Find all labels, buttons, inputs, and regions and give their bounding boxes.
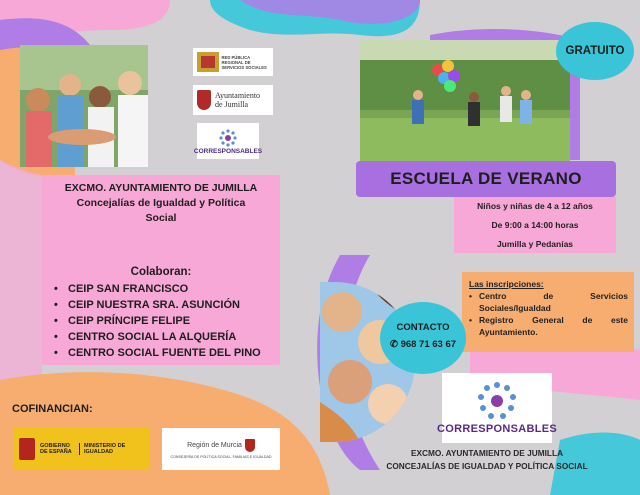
ministerio-text: MINISTERIO DE IGUALDAD	[84, 443, 126, 455]
red-publica-text: RED PÚBLICA REGIONAL DE SERVICIOS SOCIALES	[221, 54, 267, 70]
ayuntamiento-text: Ayuntamiento de Jumilla	[215, 91, 261, 109]
colaboran-item: • CEIP SAN FRANCISCO	[54, 281, 280, 297]
children-huddle-photo	[20, 45, 148, 167]
spain-coat-icon	[19, 438, 35, 460]
consejeria-text: CONSEJERÍA DE POLÍTICA SOCIAL, FAMILIAS E IGUALDAD	[170, 455, 272, 459]
organizer-title-line-3: Social	[145, 212, 177, 224]
gobierno-text: GOBIERNO DE ESPAÑA	[40, 443, 80, 455]
info-line: De 9:00 a 14:00 horas	[491, 220, 579, 230]
phone-icon: ✆	[389, 339, 398, 350]
info-line: Niños y niñas de 4 a 12 años	[477, 201, 593, 211]
escuela-banner	[356, 161, 616, 197]
region-murcia-logo	[162, 428, 280, 470]
organizer-title-line-1: EXCMO. AYUNTAMIENTO DE JUMILLA	[64, 182, 258, 194]
region-murcia-text: Región de Murcia	[187, 442, 242, 449]
contacto-badge	[380, 302, 466, 374]
corresponsables-small-icon	[218, 128, 238, 148]
children-huddle-illustration	[20, 45, 148, 167]
inscripciones-item: • Centro de Servicios Sociales/Igualdad	[469, 290, 628, 314]
gratuito-badge	[556, 22, 634, 80]
organizer-box	[42, 175, 280, 365]
inscripciones-box	[462, 272, 634, 352]
red-publica-icon	[197, 52, 219, 72]
corresponsables-large-icon	[475, 381, 519, 421]
corresponsables-large-text: CORRESPONSABLES	[436, 423, 558, 435]
corresponsables-small-logo	[193, 123, 263, 159]
inscripciones-heading: Las inscripciones:	[469, 279, 544, 289]
running-kids-photo	[360, 40, 570, 162]
region-murcia-row	[187, 439, 255, 452]
colaboran-heading: Colaboran:	[130, 266, 192, 278]
gobierno-ministerio-logo	[13, 428, 149, 470]
inscripciones-list	[469, 290, 628, 338]
gratuito-text: GRATUITO	[565, 45, 625, 57]
organizer-title	[42, 181, 280, 226]
info-line: Jumilla y Pedanías	[496, 239, 574, 249]
footer-text	[344, 447, 630, 473]
colaboran-item: • CEIP NUESTRA SRA. ASUNCIÓN	[54, 297, 280, 313]
ayuntamiento-logo	[193, 85, 273, 115]
contacto-phone-row	[380, 339, 466, 350]
red-publica-logo	[193, 48, 273, 76]
contacto-phone: 968 71 63 67	[400, 339, 457, 350]
cofinancian-heading: COFINANCIAN:	[12, 403, 93, 415]
corresponsables-small-text: CORRESPONSABLES	[193, 147, 263, 155]
footer-line-1: EXCMO. AYUNTAMIENTO DE JUMILLA	[410, 448, 564, 458]
running-kids-illustration	[360, 40, 570, 162]
contacto-title: CONTACTO	[396, 322, 450, 333]
murcia-shield-icon	[245, 439, 255, 452]
footer-line-2: CONCEJALÍAS DE IGUALDAD Y POLÍTICA SOCIAL	[386, 461, 588, 471]
inscripciones-item: • Registro General de este Ayuntamiento.	[469, 314, 628, 338]
info-box	[454, 197, 616, 253]
corresponsables-large-logo	[436, 373, 558, 443]
escuela-title: ESCUELA DE VERANO	[390, 169, 582, 188]
organizer-title-line-2: Concejalías de Igualdad y Política	[76, 197, 246, 209]
colaboran-item: • CEIP PRÍNCIPE FELIPE	[54, 313, 280, 329]
colaboran-item: • CENTRO SOCIAL LA ALQUERÍA	[54, 329, 280, 345]
colaboran-item: • CENTRO SOCIAL FUENTE DEL PINO	[54, 345, 280, 361]
jumilla-shield-icon	[197, 90, 211, 110]
pink-blob-left-mid	[0, 160, 42, 386]
colaboran-list	[54, 281, 280, 361]
